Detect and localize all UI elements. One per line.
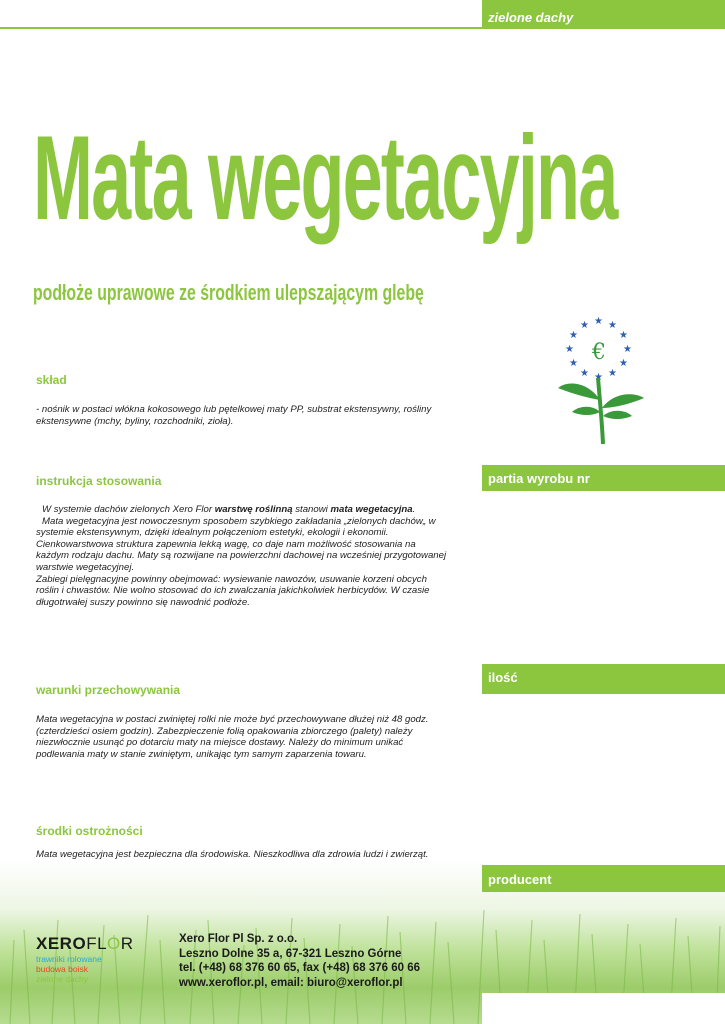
svg-text:€: € [592,340,606,365]
svg-text:★: ★ [580,320,589,331]
svg-text:★: ★ [619,358,628,369]
svg-text:★: ★ [594,372,603,383]
ilosc-band [482,664,725,694]
producent-band [482,865,725,892]
svg-text:★: ★ [608,368,617,379]
svg-text:★: ★ [569,330,578,341]
logo-flor: FL [86,934,108,953]
page-title: Mata wegetacyjna [33,111,617,245]
company-phone: tel. (+48) 68 376 60 65, fax (+48) 68 376 60 66 [179,962,421,974]
page-subtitle: podłoże uprawowe ze środkiem ulepszającym glebę [33,280,424,305]
svg-text:★: ★ [619,330,628,341]
section-heading-instrukcja: instrukcja stosowania [36,474,162,488]
eu-ecolabel-icon [548,312,648,447]
company-web[interactable]: www.xeroflor.pl, email: biuro@xeroflor.pl [179,976,403,989]
svg-text:★: ★ [569,358,578,369]
header-tag-band [482,0,725,29]
warunki-text: Mata wegetacyjna w postaci zwiniętej rolki nie może być przechowywane dłużej niż 48 godz.(czterdzieści osiem godzin). Zabezpieczenie folią opakowania zbiorczego (palety) należy niezwłocznie usunąć po dotarciu maty na miejsce dostawy. Należy do minimum unikać podlewania maty w stanie zwiniętym, unikając tym samym zaparzenia towaru. [36,714,429,760]
instrukcja-text [36,504,451,608]
instrukcja-paragraph-2: Mata wegetacyjna jest nowoczesnym sposobem szybkiego zakładania „zielonych dachów„ w systemie ekstensywnym, dzięki idealnym połączeniom estetyki, ekologii i ekonomii. [36,515,436,539]
logo-flor-r: R [120,934,134,953]
svg-text:★: ★ [594,316,603,327]
svg-text:★: ★ [565,344,574,355]
company-info [179,932,420,990]
svg-text:★: ★ [623,344,632,355]
logo-tag-boiska: budowa boisk [36,964,88,974]
logo-flor-o: O [107,934,121,953]
logo-tag-trawniki: trawniki rolowane [36,954,102,964]
svg-text:★: ★ [608,320,617,331]
section-heading-srodki: środki ostrożności [36,824,143,838]
svg-text:★: ★ [580,368,589,379]
producent-label: producent [488,872,552,887]
partia-band [482,465,725,491]
srodki-text: Mata wegetacyjna jest bezpieczna dla środowiska. Nieszkodliwa dla zdrowia ludzi i zwierząt. [36,849,429,860]
instrukcja-paragraph-1: W systemie dachów zielonych Xero Flor warstwę roślinną stanowi mata wegetacyjna. [42,504,416,515]
instrukcja-paragraph-3: Cienkowarstwowa struktura zapewnia lekką wagę, co daje nam możliwość stosowania na każdym rodzaju dachu. Maty są rozwijane na powierzchni dachowej na wcześniej przygotowanej warstwie wegetacyjnej. [36,538,447,573]
sklad-text: - nośnik w postaci włókna kokosowego lub pętelkowej maty PP, substrat ekstensywny, rośliny ekstensywne (mchy, byliny, rozchodniki, zioła). [36,404,432,427]
section-heading-sklad: skład [36,373,67,387]
partia-label: partia wyrobu nr [488,471,590,486]
producent-box [482,993,725,1024]
section-heading-warunki: warunki przechowywania [36,683,181,697]
xeroflor-logo [36,934,134,984]
header-tag: zielone dachy [488,10,574,25]
company-address: Leszno Dolne 35 a, 67-321 Leszno Górne [179,947,402,960]
logo-tag-dachy: zielone dachy [36,974,88,984]
ilosc-label: ilość [488,670,518,685]
instrukcja-paragraph-4: Zabiegi pielęgnacyjne powinny obejmować: wysiewanie nawozów, usuwanie korzeni obcych roślin i chwastów. Nie wolno stosować do ich zwalczania jakichkolwiek herbicydów. W czasie długotrwałej suszy powinno się nawodnić podłoże. [36,573,430,608]
logo-xero: XERO [36,934,87,953]
company-name: Xero Flor Pl Sp. z o.o. [179,933,298,945]
